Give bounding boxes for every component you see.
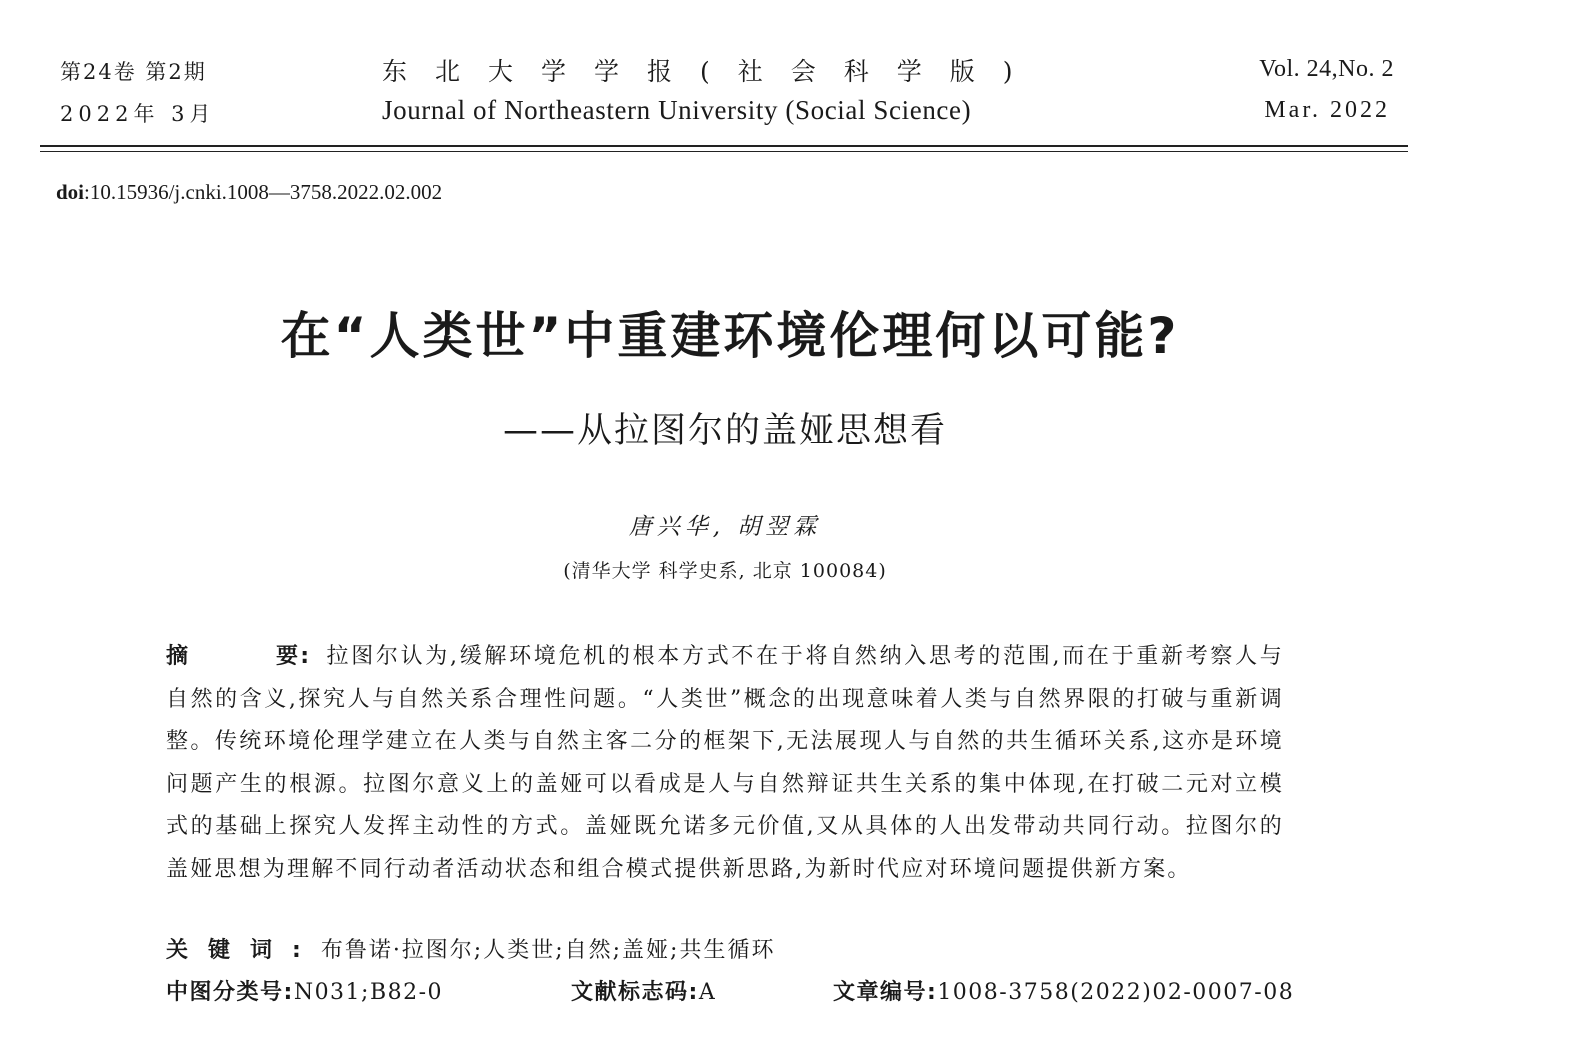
abstract-text: 拉图尔认为,缓解环境危机的根本方式不在于将自然纳入思考的范围,而在于重新考察人与自然的含义,探究人与自然关系合理性问题。“人类世”概念的出现意味着人类与自然界限的打破与重新调整。传统环境伦理学建立在人类与自然主客二分的框架下,无法展现人与自然的共生循环关系,这亦是环境问题产生的根源。拉图尔意义上的盖娅可以看成是人与自然辩证共生关系的集中体现,在打破二元对立模式的基础上探究人发挥主动性的方式。盖娅既允诺多元价值,又从具体的人出发带动共同行动。拉图尔的盖娅思想为理解不同行动者活动状态和组合模式提供新思路,为新时代应对环境问题提供新方案。: [166, 644, 1284, 882]
doi-label: doi: [56, 180, 85, 204]
volume-issue-en: Vol. 24,No. 2: [1259, 56, 1394, 82]
classification-line: [166, 975, 1295, 1006]
abstract: [166, 636, 1284, 891]
keywords-label: 关键词:: [166, 938, 321, 963]
article-title: 在“人类世”中重建环境伦理何以可能?: [280, 307, 1180, 365]
doi-line: [56, 180, 442, 205]
journal-title-cn: 东北大学学报(社会科学版): [382, 57, 1041, 86]
keywords-text: 布鲁诺·拉图尔;人类世;自然;盖娅;共生循环: [320, 938, 776, 963]
article-subtitle: ——从拉图尔的盖娅思想看: [502, 411, 947, 451]
clc-value: N031;B82-0: [293, 980, 444, 1005]
doc-code-label: 文献标志码:: [571, 980, 699, 1005]
abstract-label-second: 要:: [276, 644, 312, 669]
doc-code-value: A: [698, 980, 717, 1005]
article-number-label: 文章编号:: [833, 980, 938, 1005]
abstract-label-first: 摘: [166, 644, 191, 669]
header-rule-thin: [40, 151, 1408, 152]
issue-date-en: Mar. 2022: [1264, 97, 1390, 123]
article-number-value: 1008-3758(2022)02-0007-08: [937, 980, 1295, 1005]
doi-value[interactable]: :10.15936/j.cnki.1008—3758.2022.02.002: [84, 180, 443, 204]
issue-date-cn: 2022年 3月: [60, 102, 216, 126]
header-rule-thick: [40, 145, 1408, 147]
article-number-group: [833, 975, 1294, 1006]
clc-group: [166, 975, 571, 1006]
journal-title-en: Journal of Northeastern University (Social Science): [382, 95, 972, 125]
doc-code-group: [571, 975, 833, 1006]
article-authors: 唐兴华, 胡翌霖: [628, 514, 822, 540]
author-affiliation: (清华大学 科学史系, 北京 100084): [563, 560, 887, 582]
keywords-line: [166, 933, 775, 964]
abstract-label: [166, 636, 326, 679]
volume-issue-cn: 第24卷 第2期: [60, 60, 207, 84]
clc-label: 中图分类号:: [166, 980, 294, 1005]
